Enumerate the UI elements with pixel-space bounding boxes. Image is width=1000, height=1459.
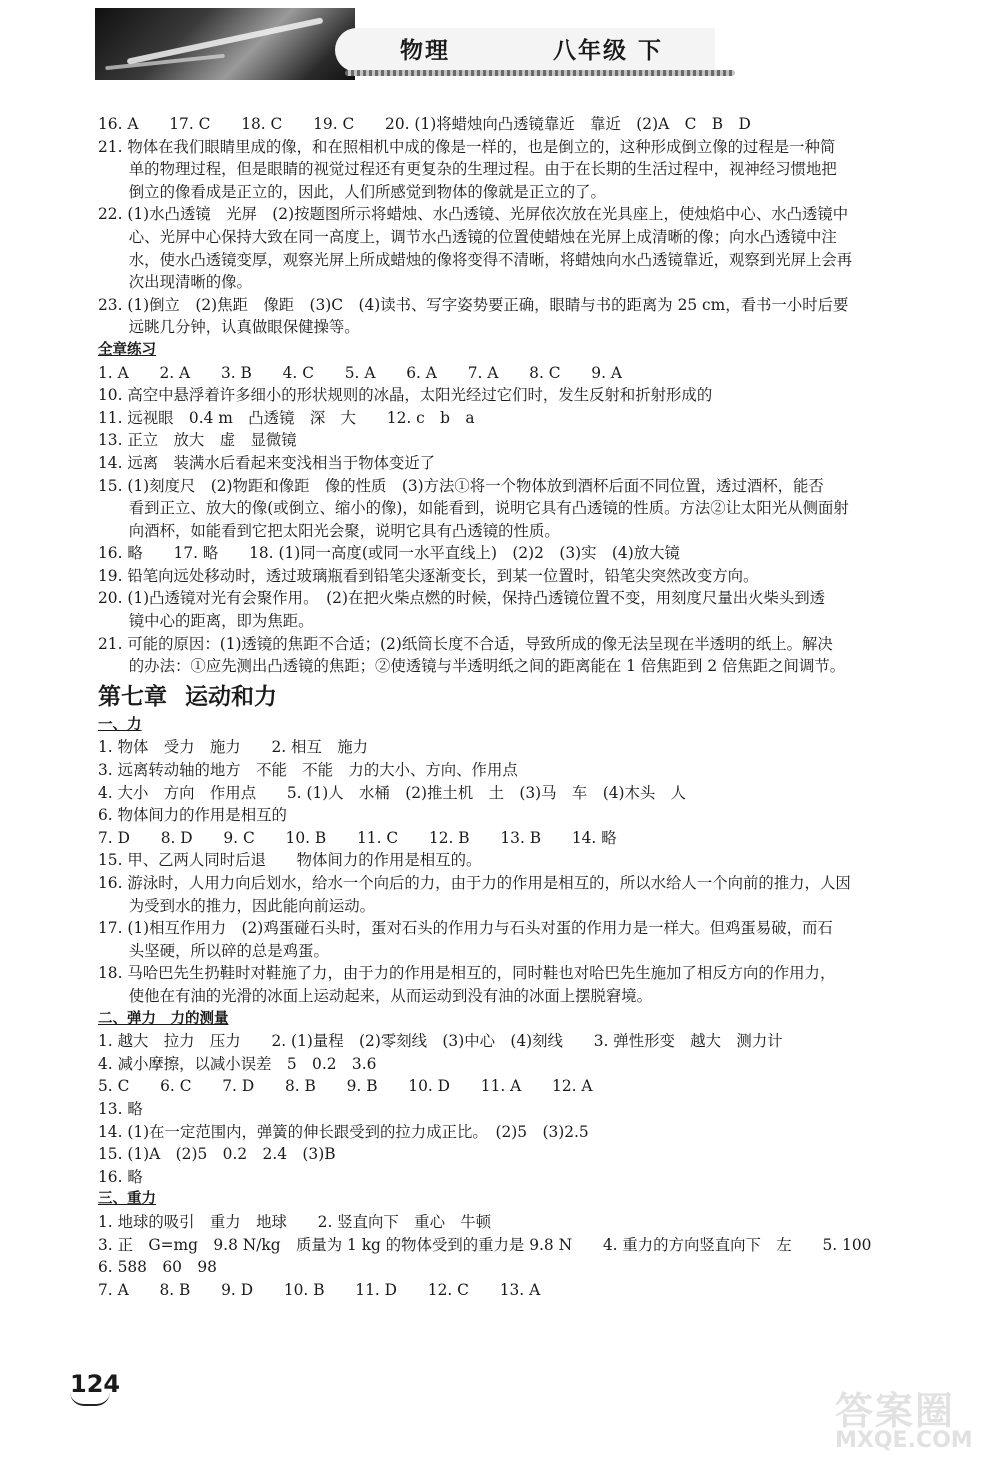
answer-line: 3. 远离转动轴的地方 不能 不能 力的大小、方向、作用点 [98, 761, 518, 780]
answer-line: 16. 略 [98, 1167, 143, 1186]
answer-block-b [98, 362, 938, 678]
watermark-text: 答案圈 [835, 1389, 956, 1433]
answer-line: 10. 高空中悬浮着许多细小的形状规则的冰晶，太阳光经过它们时，发生反射和折射形成的 [98, 386, 713, 405]
answer-line: 1. 越大 拉力 压力 2. (1)量程 (2)零刻线 (3)中心 (4)刻线 3. 弹性形变 越大 测力计 [98, 1032, 783, 1051]
answer-line: 心、光屏中心保持大致在同一高度上，调节水凸透镜的位置使蜡烛在光屏上成清晰的像；向水凸透镜中注 [98, 227, 837, 246]
answer-line: 16. 游泳时，人用力向后划水，给水一个向后的力，由于力的作用是相互的，所以水给人一个向前的推力，人因 [98, 874, 851, 892]
answer-line: 1. A 2. A 3. B 4. C 5. A 6. A 7. A 8. C 9. A [98, 363, 622, 382]
page-header [95, 8, 745, 88]
answer-line: 向酒杯，如能看到它把太阳光会聚，说明它具有凸透镜的性质。 [98, 521, 560, 540]
answer-line: 19. 铅笔向远处移动时，透过玻璃瓶看到铅笔尖逐渐变长，到某一位置时，铅笔尖突然改变方向。 [98, 566, 759, 585]
answer-line: 使他在有油的光滑的冰面上运动起来，从而运动到没有油的冰面上摆脱窘境。 [98, 986, 653, 1005]
header-rule [345, 70, 735, 76]
answer-line: 倒立的像看成是正立的，因此，人们所感觉到物体的像就是正立的了。 [98, 182, 606, 201]
page-number-decoration [70, 1392, 110, 1406]
answer-line: 1. 物体 受力 施力 2. 相互 施力 [98, 738, 369, 757]
answer-line: 21. 物体在我们眼睛里成的像，和在照相机中成的像是一样的，也是倒立的，这种形成倒立像的过程是一种简 [98, 137, 836, 156]
answer-line: 14. (1)在一定范围内，弹簧的伸长跟受到的拉力成正比。 (2)5 (3)2.5 [98, 1122, 589, 1141]
answer-line: 看到正立、放大的像(或倒立、缩小的像)，如能看到，说明它具有凸透镜的性质。方法②让太阳光从侧面射 [98, 499, 849, 518]
answer-line: 6. 物体间力的作用是相互的 [98, 806, 287, 825]
section-heading-full-chapter: 全章练习 [98, 340, 156, 358]
answer-line: 16. A 17. C 18. C 19. C 20. (1)将蜡烛向凸透镜靠近 靠近 (2)A C B D [98, 115, 751, 133]
answer-line: 15. (1)A (2)5 0.2 2.4 (3)B [98, 1145, 336, 1164]
answer-line: 水，使水凸透镜变厚，观察光屏上所成蜡烛的像将变得不清晰，将蜡烛向水凸透镜靠近，观察到光屏上会再 [98, 250, 853, 269]
answer-line: 21. 可能的原因：(1)透镜的焦距不合适；(2)纸筒长度不合适，导致所成的像无法呈现在半透明的纸上。解决 [98, 634, 833, 653]
answer-block-c [98, 736, 938, 1007]
answer-line: 11. 远视眼 0.4 m 凸透镜 深 大 12. c b a [98, 408, 475, 427]
header-decoration-image [95, 8, 355, 80]
answer-line: 16. 略 17. 略 18. (1)同一高度(或同一水平直线上) (2)2 (3)实 (4)放大镜 [98, 544, 680, 563]
answer-line: 的办法：①应先测出凸透镜的焦距；②使透镜与半透明纸之间的距离能在 1 倍焦距到 2 倍焦距之间调节。 [98, 657, 846, 676]
answer-line: 13. 正立 放大 虚 显微镜 [98, 431, 297, 450]
answer-line: 7. A 8. B 9. D 10. B 11. D 12. C 13. A [98, 1280, 541, 1299]
answer-line: 头坚硬，所以碎的总是鸡蛋。 [98, 941, 329, 960]
chapter-title: 运动和力 [185, 682, 277, 710]
answer-line: 7. D 8. D 9. C 10. B 11. C 12. B 13. B 14. 略 [98, 828, 617, 847]
answer-line: 为受到水的推力，因此能向前运动。 [98, 896, 376, 915]
header-subject: 物理 [400, 37, 450, 64]
answer-line: 18. 马哈巴先生扔鞋时对鞋施了力，由于力的作用是相互的，同时鞋也对哈巴先生施加了相反方向的作用力， [98, 964, 836, 983]
watermark-logo [835, 1380, 995, 1455]
answer-block-d [98, 1030, 938, 1188]
chapter-heading [98, 680, 938, 714]
answer-line: 23. (1)倒立 (2)焦距 像距 (3)C (4)读书、写字姿势要正确，眼睛与书的距离为 25 cm，看书一小时后要 [98, 295, 849, 314]
section-heading-gravity: 三、重力 [98, 1190, 156, 1208]
chapter-number: 第七章 [98, 682, 167, 710]
answer-block-a [98, 113, 938, 339]
answer-line: 5. C 6. C 7. D 8. B 9. B 10. D 11. A 12. A [98, 1077, 593, 1096]
answer-line: 次出现清晰的像。 [98, 273, 252, 292]
page-number: 124 [70, 1370, 121, 1398]
section-heading-elastic-force: 二、弹力 力的测量 [98, 1009, 229, 1027]
answer-line: 4. 大小 方向 作用点 5. (1)人 水桶 (2)推土机 土 (3)马 车 (4)木头 人 [98, 783, 687, 802]
answer-line: 15. (1)刻度尺 (2)物距和像距 像的性质 (3)方法①将一个物体放到酒杯后面不同位置，透过酒杯，能否 [98, 476, 824, 495]
answer-content [98, 113, 938, 1301]
header-grade: 八年级 下 [553, 37, 664, 64]
answer-line: 镜中心的距离，即为焦距。 [98, 612, 314, 631]
answer-block-e [98, 1211, 938, 1301]
answer-line: 单的物理过程，但是眼睛的视觉过程还有更复杂的生理过程。由于在长期的生活过程中，视神经习惯地把 [98, 160, 837, 179]
section-heading-force: 一、力 [98, 715, 142, 733]
answer-line: 20. (1)凸透镜对光有会聚作用。 (2)在把火柴点燃的时候，保持凸透镜位置不变，用刻度尺量出火柴头到透 [98, 589, 826, 608]
answer-line: 6. 588 60 98 [98, 1258, 217, 1277]
answer-line: 17. (1)相互作用力 (2)鸡蛋碰石头时，蛋对石头的作用力与石头对蛋的作用力是一样大。但鸡蛋易破，而石 [98, 919, 833, 938]
answer-line: 远眺几分钟，认真做眼保健操等。 [98, 318, 360, 337]
watermark-url: MXQE.COM [835, 1428, 973, 1453]
answer-line: 22. (1)水凸透镜 光屏 (2)按题图所示将蜡烛、水凸透镜、光屏依次放在光具座上，使烛焰中心、水凸透镜中 [98, 205, 849, 224]
answer-line: 3. 正 G=mg 9.8 N/kg 质量为 1 kg 的物体受到的重力是 9.8 N 4. 重力的方向竖直向下 左 5. 100 [98, 1235, 872, 1254]
answer-line: 14. 远离 装满水后看起来变浅相当于物体变近了 [98, 453, 436, 472]
answer-line: 13. 略 [98, 1099, 143, 1118]
answer-line: 1. 地球的吸引 重力 地球 2. 竖直向下 重心 牛顿 [98, 1212, 492, 1231]
answer-line: 15. 甲、乙两人同时后退 物体间力的作用是相互的。 [98, 851, 482, 870]
answer-line: 4. 减小摩擦，以减小误差 5 0.2 3.6 [98, 1054, 377, 1073]
